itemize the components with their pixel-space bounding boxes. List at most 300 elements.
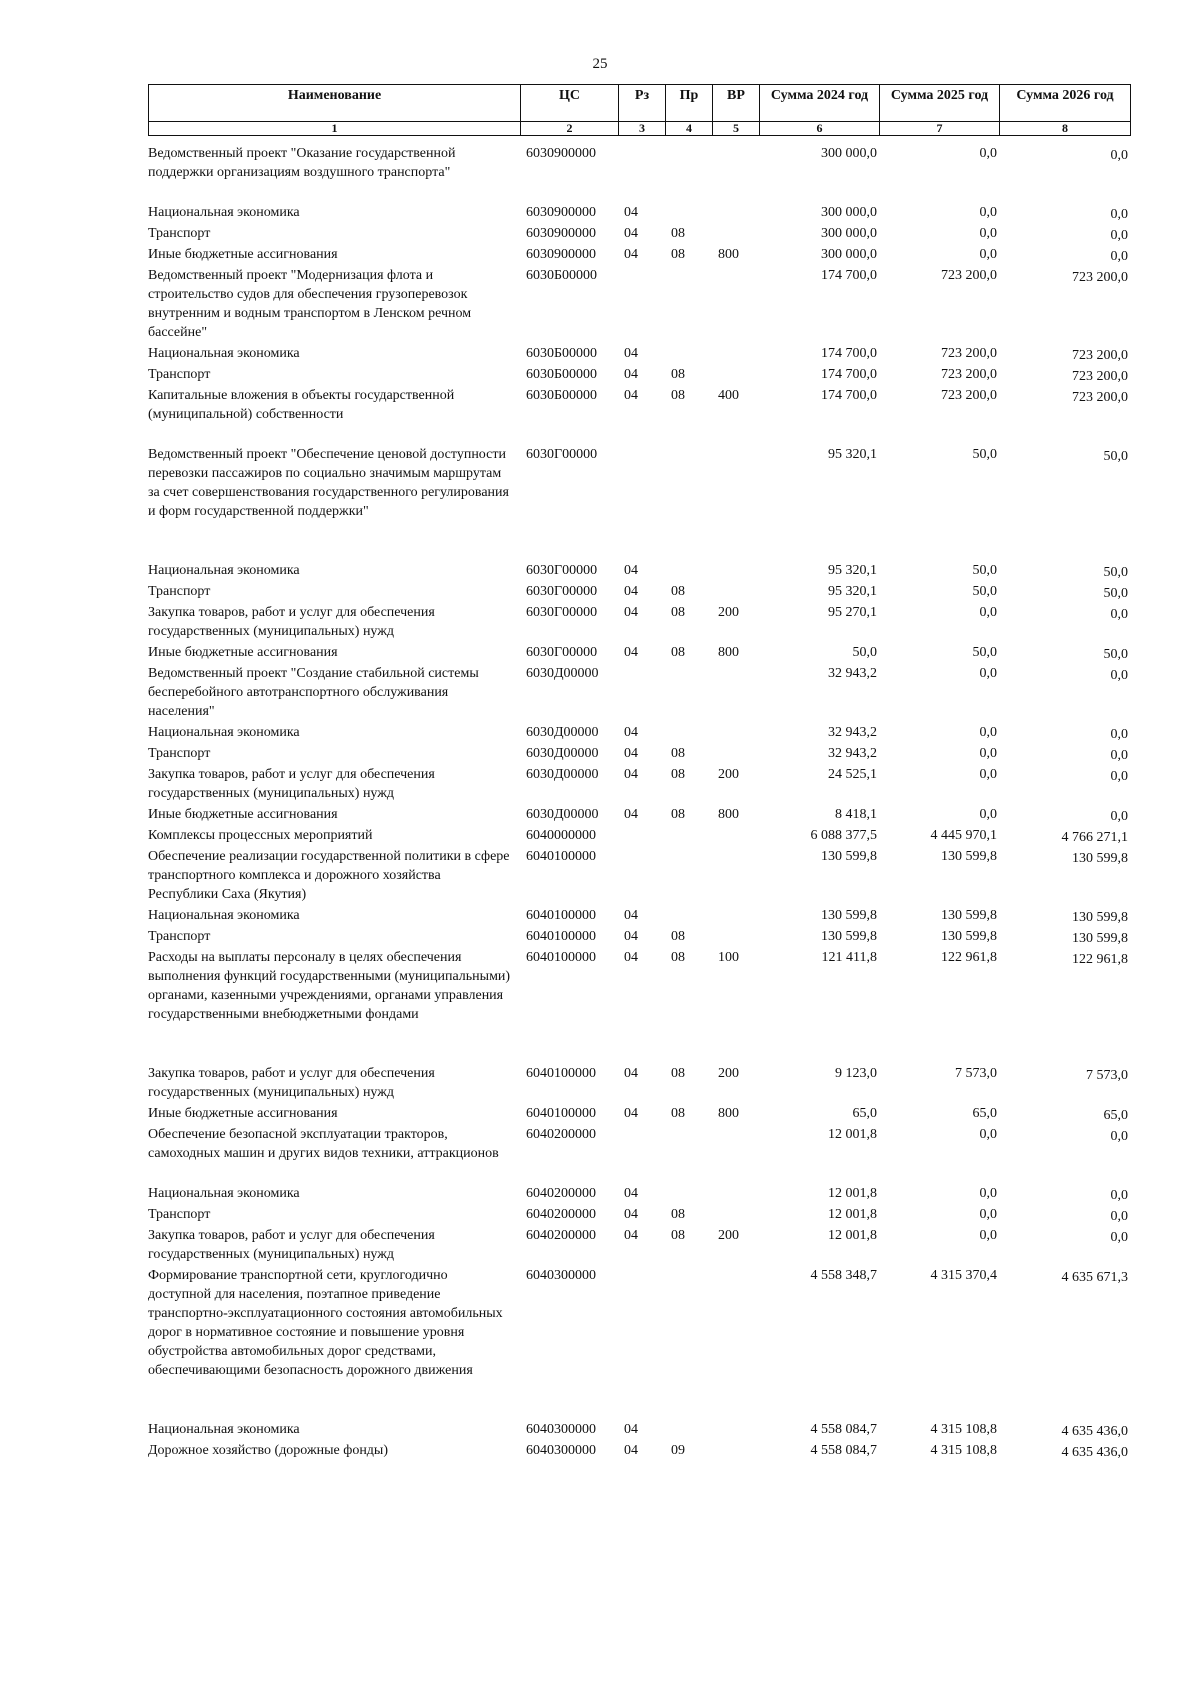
table-row	[148, 723, 1130, 744]
table-row	[148, 203, 1130, 224]
row-sum-2025: 50,0	[972, 563, 997, 578]
row-sum-2026: 0,0	[1110, 727, 1128, 742]
row-pr	[665, 445, 712, 561]
row-pr: 08	[671, 767, 685, 782]
row-cs-code: 6040000000	[526, 828, 596, 843]
row-vr: 200	[718, 1228, 739, 1243]
row-sum-2026: 0,0	[1110, 148, 1128, 163]
row-sum-2025: 0,0	[979, 205, 997, 220]
row-sum-2026: 0,0	[1110, 1188, 1128, 1203]
table-row	[148, 144, 1130, 203]
table-row	[148, 603, 1130, 643]
row-sum-2026: 50,0	[1103, 565, 1128, 580]
row-pr: 08	[671, 950, 685, 965]
row-rz: 04	[624, 388, 638, 403]
row-sum-2025: 0,0	[979, 226, 997, 241]
row-sum-2024: 4 558 084,7	[810, 1443, 877, 1458]
row-sum-2024: 50,0	[852, 645, 877, 660]
row-cs-code: 6030Г00000	[526, 584, 598, 599]
column-number: 1	[149, 122, 521, 136]
row-sum-2026: 4 635 436,0	[1061, 1424, 1128, 1439]
row-cs-code: 6040100000	[526, 950, 596, 965]
row-sum-2024: 174 700,0	[821, 346, 877, 361]
row-pr: 08	[671, 1066, 685, 1081]
table-row	[148, 765, 1130, 805]
row-sum-2024: 12 001,8	[828, 1207, 877, 1222]
budget-rows	[148, 144, 1130, 1462]
row-name: Национальная экономика	[148, 1422, 300, 1437]
row-rz: 04	[624, 767, 638, 782]
row-vr	[712, 664, 759, 723]
row-rz: 04	[624, 929, 638, 944]
row-vr	[712, 906, 759, 927]
row-cs-code: 6030900000	[526, 146, 596, 161]
row-sum-2026: 50,0	[1103, 449, 1128, 464]
table-row	[148, 245, 1130, 266]
row-vr	[712, 1125, 759, 1184]
row-vr	[712, 445, 759, 561]
row-sum-2026: 0,0	[1110, 228, 1128, 243]
row-sum-2025: 50,0	[972, 584, 997, 599]
row-sum-2026: 65,0	[1103, 1108, 1128, 1123]
row-rz: 04	[624, 807, 638, 822]
row-sum-2025: 4 315 108,8	[930, 1443, 997, 1458]
table-row	[148, 1441, 1130, 1462]
row-sum-2024: 130 599,8	[821, 849, 877, 864]
row-cs-code: 6030900000	[526, 247, 596, 262]
table-row	[148, 847, 1130, 906]
row-sum-2026: 0,0	[1110, 1230, 1128, 1245]
row-rz: 04	[624, 746, 638, 761]
row-rz: 04	[624, 205, 638, 220]
row-cs-code: 6040200000	[526, 1228, 596, 1243]
row-rz	[618, 445, 665, 561]
page-number: 25	[592, 56, 608, 72]
row-sum-2026: 130 599,8	[1072, 910, 1128, 925]
row-sum-2025: 4 315 108,8	[930, 1422, 997, 1437]
row-rz: 04	[624, 1443, 638, 1458]
row-vr: 800	[718, 645, 739, 660]
row-pr: 08	[671, 929, 685, 944]
column-number: 7	[880, 122, 1000, 136]
row-sum-2026: 0,0	[1110, 207, 1128, 222]
row-cs-code: 6030Б00000	[526, 388, 598, 403]
row-sum-2026: 0,0	[1110, 809, 1128, 824]
row-rz: 04	[624, 563, 638, 578]
row-vr	[712, 826, 759, 847]
row-sum-2024: 174 700,0	[821, 367, 877, 382]
row-pr: 08	[671, 226, 685, 241]
row-sum-2025: 122 961,8	[941, 950, 997, 965]
row-pr: 08	[671, 807, 685, 822]
row-sum-2025: 65,0	[972, 1106, 997, 1121]
table-header	[148, 84, 1131, 136]
row-sum-2024: 6 088 377,5	[810, 828, 877, 843]
row-sum-2024: 32 943,2	[828, 666, 877, 681]
row-sum-2024: 95 320,1	[828, 563, 877, 578]
row-name: Закупка товаров, работ и услуг для обеспечения государственных (муниципальных) нужд	[148, 1228, 435, 1262]
row-vr	[712, 1420, 759, 1441]
column-header-sum-2025: Сумма 2025 год	[880, 85, 1000, 122]
row-sum-2025: 723 200,0	[941, 268, 997, 283]
row-sum-2026: 723 200,0	[1072, 270, 1128, 285]
row-cs-code: 6030Б00000	[526, 268, 598, 283]
row-rz	[618, 144, 665, 203]
row-cs-code: 6030Г00000	[526, 645, 598, 660]
row-name: Ведомственный проект "Обеспечение ценовой доступности перевозки пассажиров по социально значимым маршрутам за счет совершенствования государственного регулирования и форм государственной поддержки"	[148, 447, 509, 519]
row-cs-code: 6030Д00000	[526, 767, 599, 782]
row-rz: 04	[624, 584, 638, 599]
row-pr: 08	[671, 605, 685, 620]
row-rz	[618, 847, 665, 906]
row-cs-code: 6040300000	[526, 1422, 596, 1437]
row-vr	[712, 723, 759, 744]
row-cs-code: 6030Б00000	[526, 346, 598, 361]
row-sum-2024: 300 000,0	[821, 247, 877, 262]
row-rz: 04	[624, 367, 638, 382]
row-sum-2024: 174 700,0	[821, 388, 877, 403]
column-header-name: Наименование	[149, 85, 521, 122]
row-name: Транспорт	[148, 367, 211, 382]
row-vr	[712, 927, 759, 948]
row-cs-code: 6040100000	[526, 849, 596, 864]
row-sum-2024: 12 001,8	[828, 1127, 877, 1142]
row-pr: 08	[671, 367, 685, 382]
row-sum-2025: 0,0	[979, 725, 997, 740]
row-sum-2026: 0,0	[1110, 1129, 1128, 1144]
row-cs-code: 6030900000	[526, 226, 596, 241]
column-header-pr: Пр	[666, 85, 713, 122]
row-sum-2025: 0,0	[979, 605, 997, 620]
table-row	[148, 643, 1130, 664]
table-row	[148, 1125, 1130, 1184]
row-pr	[665, 344, 712, 365]
table-row	[148, 1205, 1130, 1226]
row-sum-2025: 130 599,8	[941, 849, 997, 864]
row-sum-2025: 0,0	[979, 1127, 997, 1142]
row-cs-code: 6040100000	[526, 1106, 596, 1121]
row-pr	[665, 664, 712, 723]
row-sum-2025: 0,0	[979, 247, 997, 262]
row-vr	[712, 744, 759, 765]
row-pr	[665, 906, 712, 927]
row-vr	[712, 203, 759, 224]
row-rz	[618, 826, 665, 847]
row-sum-2026: 0,0	[1110, 249, 1128, 264]
row-rz: 04	[624, 1066, 638, 1081]
table-row	[148, 445, 1130, 561]
column-header-cs: ЦС	[521, 85, 619, 122]
row-sum-2024: 4 558 084,7	[810, 1422, 877, 1437]
row-cs-code: 6030Д00000	[526, 666, 599, 681]
row-pr	[665, 144, 712, 203]
table-row	[148, 1184, 1130, 1205]
row-vr: 800	[718, 247, 739, 262]
row-pr: 08	[671, 1106, 685, 1121]
row-name: Национальная экономика	[148, 205, 300, 220]
row-name: Обеспечение реализации государственной политики в сфере транспортного комплекса и дорожного хозяйства Республики Саха (Якутия)	[148, 849, 510, 902]
row-name: Национальная экономика	[148, 725, 300, 740]
table-row	[148, 365, 1130, 386]
row-rz	[618, 266, 665, 344]
row-pr: 09	[671, 1443, 685, 1458]
row-rz: 04	[624, 605, 638, 620]
table-row	[148, 948, 1130, 1064]
row-sum-2026: 0,0	[1110, 769, 1128, 784]
row-sum-2024: 65,0	[852, 1106, 877, 1121]
row-sum-2024: 8 418,1	[835, 807, 877, 822]
row-sum-2024: 9 123,0	[835, 1066, 877, 1081]
row-vr: 200	[718, 767, 739, 782]
row-vr	[712, 365, 759, 386]
row-name: Комплексы процессных мероприятий	[148, 828, 373, 843]
row-sum-2024: 121 411,8	[821, 950, 877, 965]
column-header-sum-2024: Сумма 2024 год	[760, 85, 880, 122]
row-sum-2025: 723 200,0	[941, 346, 997, 361]
column-number: 6	[760, 122, 880, 136]
table-row	[148, 224, 1130, 245]
row-pr	[665, 723, 712, 744]
row-sum-2025: 0,0	[979, 1228, 997, 1243]
row-name: Ведомственный проект "Модернизация флота и строительство судов для обеспечения грузоперевозок внутренним и водным транспортом в Ленском речном бассейне"	[148, 268, 472, 340]
row-rz: 04	[624, 247, 638, 262]
row-sum-2024: 4 558 348,7	[810, 1268, 877, 1283]
row-sum-2026: 50,0	[1103, 647, 1128, 662]
row-sum-2024: 95 320,1	[828, 584, 877, 599]
row-pr	[665, 1420, 712, 1441]
row-vr: 800	[718, 1106, 739, 1121]
row-name: Иные бюджетные ассигнования	[148, 1106, 338, 1121]
row-cs-code: 6030900000	[526, 205, 596, 220]
row-sum-2025: 723 200,0	[941, 388, 997, 403]
row-name: Транспорт	[148, 226, 211, 241]
row-sum-2024: 95 320,1	[828, 447, 877, 462]
row-rz: 04	[624, 950, 638, 965]
row-pr: 08	[671, 645, 685, 660]
row-name: Иные бюджетные ассигнования	[148, 247, 338, 262]
row-sum-2026: 0,0	[1110, 607, 1128, 622]
table-row	[148, 266, 1130, 344]
table-row	[148, 826, 1130, 847]
column-number: 2	[521, 122, 619, 136]
row-vr	[712, 266, 759, 344]
budget-table-body	[148, 144, 1130, 1462]
row-rz: 04	[624, 226, 638, 241]
column-header-sum-2026: Сумма 2026 год	[1000, 85, 1131, 122]
row-pr: 08	[671, 1207, 685, 1222]
row-cs-code: 6040200000	[526, 1186, 596, 1201]
row-name: Закупка товаров, работ и услуг для обеспечения государственных (муниципальных) нужд	[148, 605, 435, 639]
row-sum-2025: 0,0	[979, 746, 997, 761]
row-sum-2024: 130 599,8	[821, 908, 877, 923]
row-vr	[712, 1266, 759, 1420]
row-sum-2025: 0,0	[979, 146, 997, 161]
row-sum-2026: 0,0	[1110, 668, 1128, 683]
row-vr	[712, 561, 759, 582]
row-sum-2025: 50,0	[972, 447, 997, 462]
row-name: Формирование транспортной сети, круглогодично доступной для населения, поэтапное приведение транспортно-эксплуатационного состояния автомобильных дорог в нормативное состояние и повышение уровня обустройства автомобильных дорог средствами, обеспечивающими безопасность дорожного движения	[148, 1268, 503, 1378]
row-cs-code: 6040100000	[526, 929, 596, 944]
row-vr: 100	[718, 950, 739, 965]
table-row	[148, 927, 1130, 948]
row-sum-2026: 0,0	[1110, 1209, 1128, 1224]
row-name: Ведомственный проект "Оказание государственной поддержки организациям воздушного транспорта"	[148, 146, 456, 180]
row-sum-2026: 4 766 271,1	[1061, 830, 1128, 845]
column-header-rz: Рз	[619, 85, 666, 122]
row-rz: 04	[624, 1422, 638, 1437]
row-cs-code: 6040100000	[526, 908, 596, 923]
row-rz: 04	[624, 908, 638, 923]
row-cs-code: 6030Д00000	[526, 746, 599, 761]
row-name: Закупка товаров, работ и услуг для обеспечения государственных (муниципальных) нужд	[148, 767, 435, 801]
row-vr	[712, 1441, 759, 1462]
row-sum-2025: 0,0	[979, 1207, 997, 1222]
row-sum-2026: 723 200,0	[1072, 369, 1128, 384]
column-number: 5	[713, 122, 760, 136]
row-sum-2026: 723 200,0	[1072, 390, 1128, 405]
row-pr: 08	[671, 388, 685, 403]
table-row	[148, 1266, 1130, 1420]
row-sum-2024: 32 943,2	[828, 746, 877, 761]
row-sum-2025: 130 599,8	[941, 908, 997, 923]
row-name: Иные бюджетные ассигнования	[148, 645, 338, 660]
row-rz	[618, 1125, 665, 1184]
row-cs-code: 6040300000	[526, 1268, 596, 1283]
row-sum-2025: 0,0	[979, 807, 997, 822]
row-sum-2025: 130 599,8	[941, 929, 997, 944]
row-vr: 200	[718, 1066, 739, 1081]
row-vr: 800	[718, 807, 739, 822]
row-name: Закупка товаров, работ и услуг для обеспечения государственных (муниципальных) нужд	[148, 1066, 435, 1100]
row-sum-2024: 95 270,1	[828, 605, 877, 620]
row-pr: 08	[671, 584, 685, 599]
row-sum-2025: 0,0	[979, 666, 997, 681]
row-pr: 08	[671, 1228, 685, 1243]
row-pr: 08	[671, 746, 685, 761]
row-name: Ведомственный проект "Создание стабильной системы бесперебойного автотранспортного обслуживания населения"	[148, 666, 479, 719]
row-sum-2026: 50,0	[1103, 586, 1128, 601]
row-cs-code: 6030Б00000	[526, 367, 598, 382]
row-rz	[618, 664, 665, 723]
row-sum-2026: 130 599,8	[1072, 851, 1128, 866]
row-sum-2025: 0,0	[979, 767, 997, 782]
row-sum-2024: 300 000,0	[821, 226, 877, 241]
row-rz: 04	[624, 1207, 638, 1222]
row-name: Транспорт	[148, 929, 211, 944]
column-number: 4	[666, 122, 713, 136]
row-pr	[665, 1125, 712, 1184]
row-sum-2026: 4 635 436,0	[1061, 1445, 1128, 1460]
table-row	[148, 1064, 1130, 1104]
row-name: Транспорт	[148, 746, 211, 761]
row-name: Капитальные вложения в объекты государственной (муниципальной) собственности	[148, 388, 455, 422]
row-cs-code: 6030Д00000	[526, 725, 599, 740]
table-row	[148, 1226, 1130, 1266]
row-vr	[712, 1184, 759, 1205]
row-sum-2024: 300 000,0	[821, 205, 877, 220]
row-vr	[712, 847, 759, 906]
row-rz: 04	[624, 346, 638, 361]
row-rz: 04	[624, 1106, 638, 1121]
row-rz: 04	[624, 1228, 638, 1243]
column-number: 8	[1000, 122, 1131, 136]
row-sum-2024: 24 525,1	[828, 767, 877, 782]
row-sum-2026: 122 961,8	[1072, 952, 1128, 967]
row-cs-code: 6040200000	[526, 1127, 596, 1142]
row-pr	[665, 847, 712, 906]
row-sum-2024: 12 001,8	[828, 1228, 877, 1243]
row-pr	[665, 1266, 712, 1420]
table-row	[148, 386, 1130, 445]
row-sum-2026: 0,0	[1110, 748, 1128, 763]
row-cs-code: 6040300000	[526, 1443, 596, 1458]
table-row	[148, 1420, 1130, 1441]
row-sum-2026: 7 573,0	[1086, 1068, 1128, 1083]
row-sum-2024: 174 700,0	[821, 268, 877, 283]
row-vr	[712, 224, 759, 245]
table-row	[148, 561, 1130, 582]
row-sum-2026: 4 635 671,3	[1061, 1270, 1128, 1285]
row-name: Национальная экономика	[148, 563, 300, 578]
row-rz	[618, 1266, 665, 1420]
row-rz: 04	[624, 725, 638, 740]
row-sum-2024: 12 001,8	[828, 1186, 877, 1201]
row-vr	[712, 144, 759, 203]
row-name: Обеспечение безопасной эксплуатации тракторов, самоходных машин и других видов техники, аттракционов	[148, 1127, 499, 1161]
column-number: 3	[619, 122, 666, 136]
row-name: Дорожное хозяйство (дорожные фонды)	[148, 1443, 389, 1458]
row-sum-2026: 723 200,0	[1072, 348, 1128, 363]
row-vr	[712, 582, 759, 603]
row-sum-2025: 0,0	[979, 1186, 997, 1201]
row-vr: 400	[718, 388, 739, 403]
row-cs-code: 6030Г00000	[526, 447, 598, 462]
row-name: Национальная экономика	[148, 908, 300, 923]
row-sum-2024: 32 943,2	[828, 725, 877, 740]
row-vr	[712, 1205, 759, 1226]
row-pr	[665, 266, 712, 344]
row-name: Транспорт	[148, 584, 211, 599]
table-row	[148, 582, 1130, 603]
row-sum-2024: 300 000,0	[821, 146, 877, 161]
row-cs-code: 6030Д00000	[526, 807, 599, 822]
row-cs-code: 6040200000	[526, 1207, 596, 1222]
row-sum-2024: 130 599,8	[821, 929, 877, 944]
row-sum-2025: 723 200,0	[941, 367, 997, 382]
row-sum-2025: 4 315 370,4	[930, 1268, 997, 1283]
table-row	[148, 906, 1130, 927]
row-pr	[665, 561, 712, 582]
table-row	[148, 805, 1130, 826]
row-sum-2026: 130 599,8	[1072, 931, 1128, 946]
row-sum-2025: 4 445 970,1	[930, 828, 997, 843]
row-rz: 04	[624, 645, 638, 660]
row-pr	[665, 826, 712, 847]
row-name: Национальная экономика	[148, 1186, 300, 1201]
row-cs-code: 6030Г00000	[526, 605, 598, 620]
table-row	[148, 1104, 1130, 1125]
row-sum-2025: 50,0	[972, 645, 997, 660]
row-pr	[665, 203, 712, 224]
column-header-vr: ВР	[713, 85, 760, 122]
row-cs-code: 6040100000	[526, 1066, 596, 1081]
row-cs-code: 6030Г00000	[526, 563, 598, 578]
row-name: Иные бюджетные ассигнования	[148, 807, 338, 822]
row-pr	[665, 1184, 712, 1205]
row-sum-2025: 7 573,0	[955, 1066, 997, 1081]
row-name: Национальная экономика	[148, 346, 300, 361]
row-rz: 04	[624, 1186, 638, 1201]
